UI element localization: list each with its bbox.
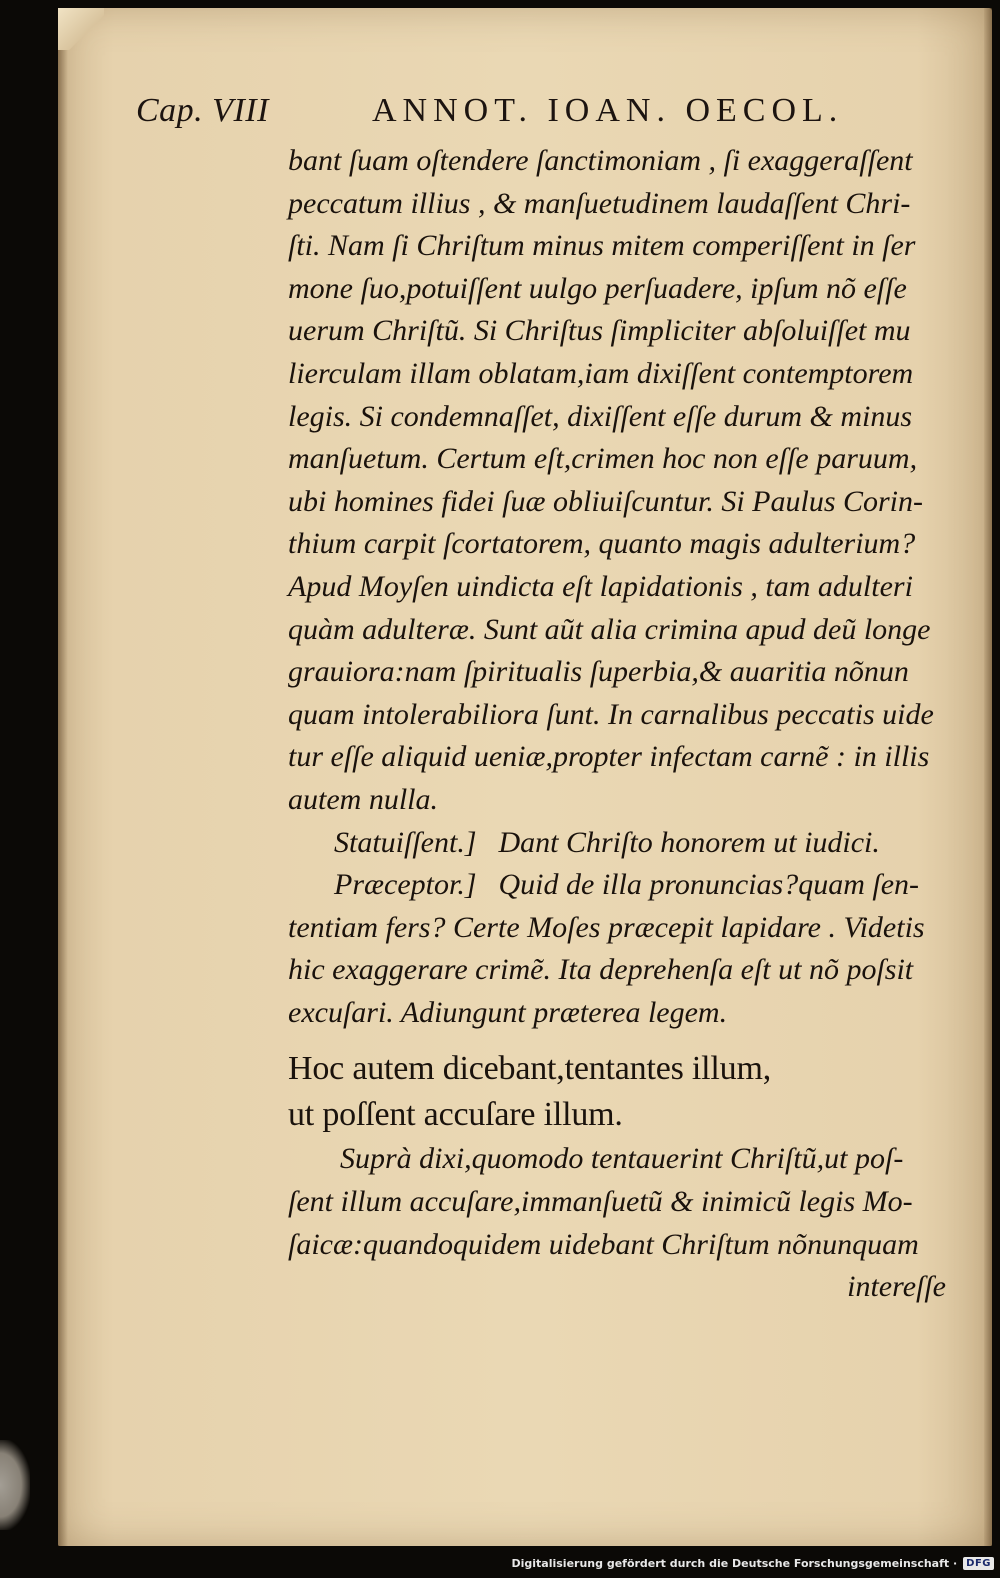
text-line: tentiam fers? Certe Moſes præcepit lapidare . Videtis (288, 910, 925, 944)
page-gutter-shadow (58, 8, 68, 1546)
text-line: grauiora:nam ſpiritualis ſuperbia,& auaritia nõnun (288, 655, 909, 689)
dfg-logo: DFG (963, 1557, 994, 1570)
text-line: ubi homines fidei ſuæ obliuiſcuntur. Si Paulus Corin- (288, 484, 924, 518)
text-line: legis. Si condemnaſſet, dixiſſent eſſe durum & minus (288, 399, 913, 433)
catchword: intereſſe (847, 1270, 946, 1304)
lemma-word: Statuiſſent.] (334, 825, 477, 859)
text-line: thium carpit ſcortatorem, quanto magis adulterium? (288, 527, 916, 561)
running-header (136, 92, 876, 136)
text-line: autem nulla. (288, 782, 438, 816)
digitization-footer (511, 1554, 994, 1572)
text-line: bant ſuam oſtendere ſanctimoniam , ſi exaggeraſſent (288, 144, 913, 177)
text-line: tur eſſe aliquid ueniæ,propter infectam carnẽ : in illis (288, 740, 930, 774)
text-line: ſent illum accuſare,immanſuetũ & inimicũ legis Mo- (288, 1185, 913, 1219)
text-line: manſuetum. Certum eſt,crimen hoc non eſſe paruum, (288, 442, 918, 476)
scripture-quotation (288, 1046, 948, 1138)
text-line: Suprà dixi,quomodo tentauerint Chriſtũ,ut poſ- (340, 1142, 904, 1176)
text-line: ſti. Nam ſi Chriſtum minus mitem comperiſſent in ſer (288, 229, 916, 263)
funding-credit: Digitalisierung gefördert durch die Deutsche Forschungsgemeinschaft · (511, 1556, 958, 1570)
lemma-entry-praeceptor (288, 864, 948, 1034)
scripture-line: ut poſſent accuſare illum. (288, 1096, 623, 1134)
text-line: peccatum illius , & manſuetudinem laudaſſent Chri- (288, 186, 911, 220)
lemma-entry-statuissent (288, 822, 948, 865)
text-line: ſaicæ:quandoquidem uidebant Chriſtum nõnunquam (288, 1227, 919, 1261)
page-edge-shadow (984, 8, 992, 1546)
commentary-paragraph-1 (288, 140, 948, 822)
text-line: mone ſuo,potuiſſent uulgo perſuadere, ipſum nõ eſſe (288, 271, 907, 305)
text-line: excuſari. Adiungunt præterea legem. (288, 995, 728, 1029)
text-line: quam intolerabiliora ſunt. In carnalibus peccatis uide (288, 697, 934, 731)
page-corner-fold (58, 8, 104, 50)
text-line: uerum Chriſtũ. Si Chriſtus ſimpliciter abſoluiſſet mu (288, 314, 911, 348)
scripture-line: Hoc autem dicebant,tentantes illum, (288, 1050, 772, 1088)
text-line: Apud Moyſen uindicta eſt lapidationis , tam adulteri (288, 569, 913, 603)
lemma-gloss: Quid de illa pronuncias?quam ſen- (498, 868, 920, 902)
chapter-label: Cap. VIII (136, 92, 269, 129)
text-line: lierculam illam oblatam,iam dixiſſent contemptorem (288, 356, 914, 390)
lemma-first-line (288, 864, 948, 907)
text-line: hic exaggerare crimẽ. Ita deprehenſa eſt ut nõ poſsit (288, 953, 914, 987)
lemma-word: Præceptor.] (334, 868, 477, 902)
page-body (288, 140, 948, 1309)
page-stain (0, 1440, 30, 1530)
commentary-paragraph-2 (288, 1138, 948, 1266)
running-title: ANNOT. IOAN. OECOL. (372, 92, 844, 129)
lemma-gloss: Dant Chriſto honorem ut iudici. (498, 825, 880, 859)
text-line: quàm adulteræ. Sunt aũt alia crimina apud deũ longe (288, 612, 931, 646)
